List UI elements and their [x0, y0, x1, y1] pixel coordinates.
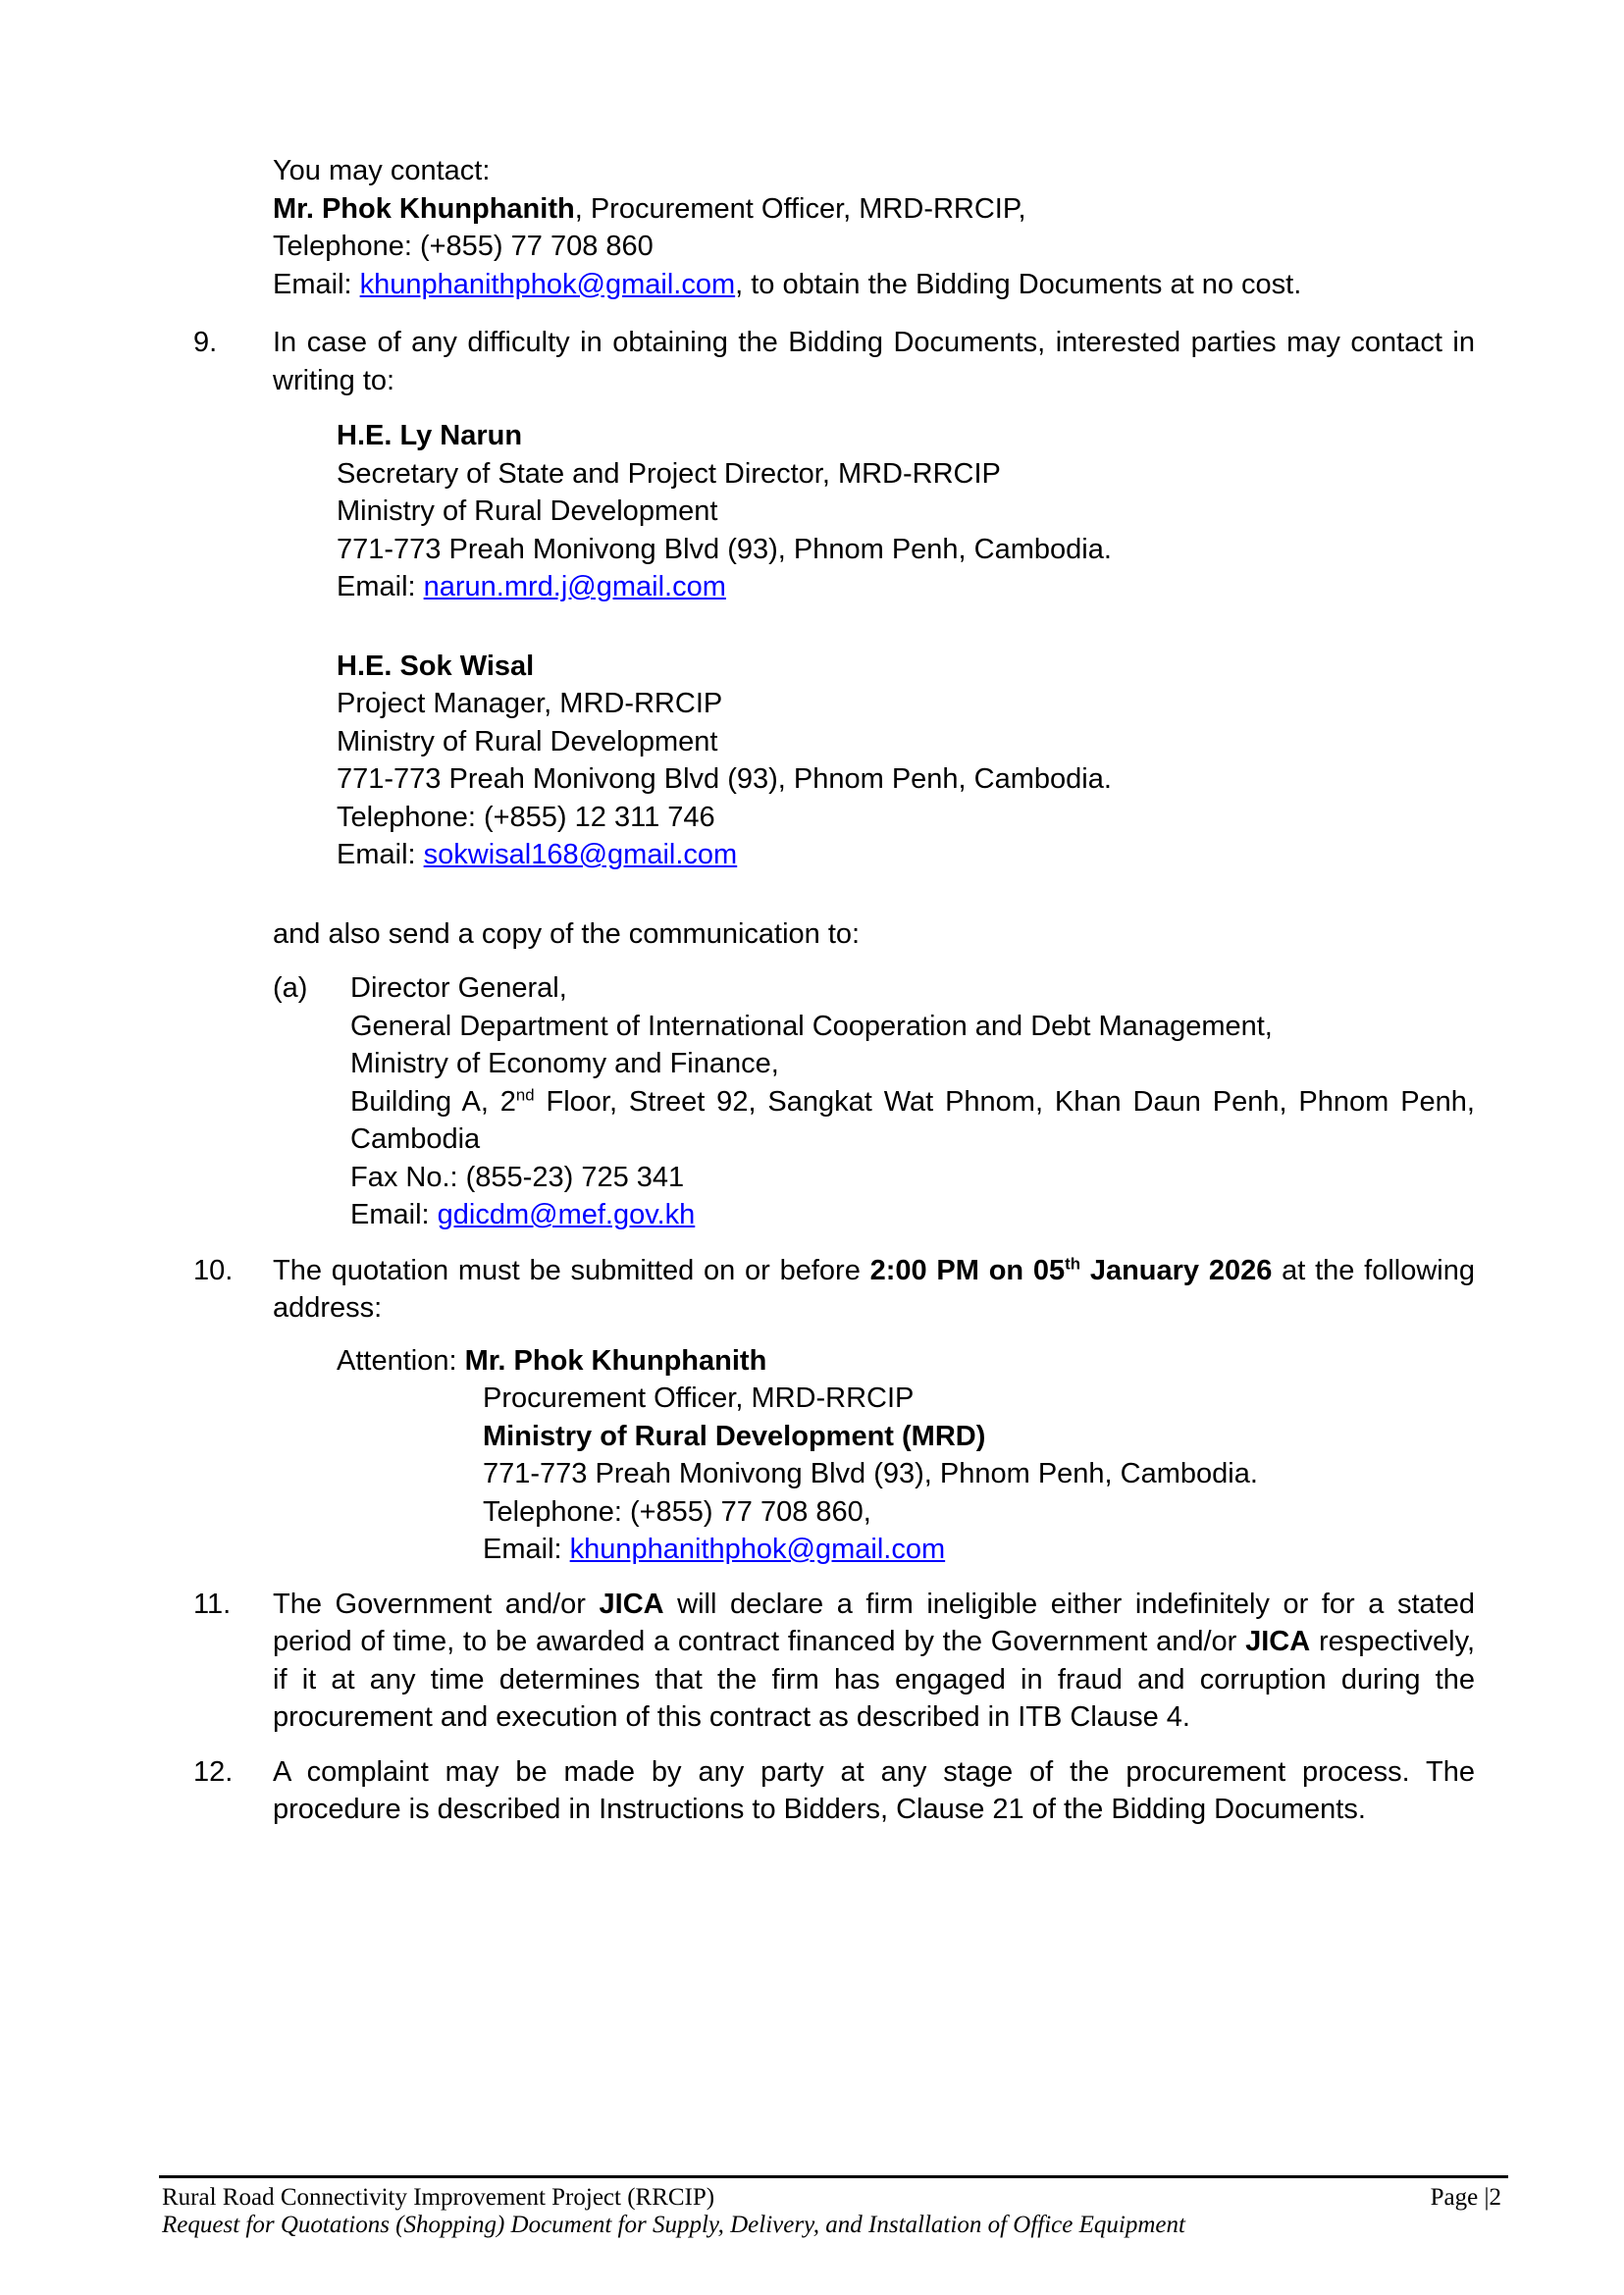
text-line	[350, 1008, 1475, 1046]
text-line	[337, 799, 1475, 837]
paragraph	[273, 1586, 1475, 1737]
attention-address-block	[273, 1342, 1475, 1569]
bold-text: th	[1065, 1253, 1081, 1273]
text: General Department of International Cooperation and Debt Management,	[350, 1010, 1273, 1042]
bold-text: January 2026	[1080, 1254, 1273, 1286]
bold-text: JICA	[599, 1588, 664, 1620]
text-line	[337, 493, 1475, 531]
text: Attention:	[337, 1344, 465, 1377]
list-item-11	[193, 1586, 1475, 1737]
bold-text: Mr. Phok Khunphanith	[273, 192, 575, 225]
text: Project Manager, MRD-RRCIP	[337, 688, 723, 719]
text-line	[350, 1083, 1475, 1159]
text-line	[337, 760, 1475, 799]
text-line	[483, 1531, 1475, 1569]
text-line	[350, 969, 1475, 1008]
text: In case of any difficulty in obtaining the Bidding Documents, interested parties may contact in writing to:	[273, 327, 1475, 396]
text-line	[483, 1380, 1475, 1418]
text-line	[350, 1196, 1475, 1234]
text: Telephone: (+855) 77 708 860,	[483, 1495, 871, 1528]
text: A complaint may be made by any party at any stage of the procurement process. The procedure is described in Instructions to Bidders, Clause 21 of the Bidding Documents.	[273, 1755, 1475, 1825]
text: Email:	[483, 1534, 570, 1565]
list-item-9	[193, 324, 1475, 399]
sub-item-marker: (a)	[273, 972, 308, 1004]
text: You may contact:	[273, 155, 491, 186]
text: Email:	[337, 571, 424, 602]
text-line	[337, 568, 1475, 606]
sub-item-a	[273, 969, 1475, 1234]
paragraph	[273, 1252, 1475, 1328]
text-line	[483, 1455, 1475, 1493]
footer-project-title: Rural Road Connectivity Improvement Project (RRCIP)	[162, 2184, 715, 2211]
text-line	[350, 1045, 1475, 1083]
text: Director General,	[350, 972, 567, 1004]
text: Procurement Officer, MRD-RRCIP	[483, 1382, 915, 1414]
footer-page-number: Page |2	[1430, 2184, 1501, 2211]
bold-text: Ministry of Rural Development (MRD)	[483, 1420, 986, 1452]
text: 771-773 Preah Monivong Blvd (93), Phnom Penh, Cambodia.	[337, 533, 1112, 565]
text-line	[337, 836, 1475, 874]
email-link-khunphanithphok-2[interactable]: khunphanithphok@gmail.com	[569, 1534, 946, 1565]
item-number: 11.	[193, 1588, 232, 1620]
text: Fax No.: (855-23) 725 341	[350, 1161, 685, 1193]
text: Email:	[337, 839, 424, 870]
text: and also send a copy of the communication to:	[273, 917, 861, 950]
contact-ly-narun	[273, 417, 1475, 606]
text: Building A, 2	[350, 1085, 516, 1118]
text-line	[273, 228, 1475, 266]
paragraph	[273, 1753, 1475, 1829]
text: will declare a firm ineligible either indefinitely or for a stated period of time, to be awarded a contract financed by the Government and/or	[273, 1588, 1475, 1657]
text: Secretary of State and Project Director, MRD-RRCIP	[337, 457, 1001, 490]
text-line	[337, 685, 1475, 723]
bold-text: H.E. Ly Narun	[337, 420, 523, 451]
email-link-khunphanithphok[interactable]: khunphanithphok@gmail.com	[359, 268, 736, 300]
text-line	[337, 1342, 1475, 1381]
text-line	[337, 723, 1475, 761]
text: nd	[515, 1084, 535, 1104]
text-line	[273, 266, 1475, 304]
item-number: 12.	[193, 1755, 234, 1788]
bold-text: JICA	[1245, 1626, 1311, 1657]
email-link-gdicdm[interactable]: gdicdm@mef.gov.kh	[437, 1199, 696, 1230]
contact-sok-wisal	[273, 648, 1475, 874]
item-number: 9.	[193, 327, 218, 358]
text-line	[337, 648, 1475, 686]
text: Email:	[350, 1199, 438, 1230]
text-line	[337, 531, 1475, 569]
text-line	[337, 417, 1475, 455]
text: 771-773 Preah Monivong Blvd (93), Phnom Penh, Cambodia.	[337, 763, 1112, 795]
text-line	[273, 152, 1475, 190]
text: , Procurement Officer, MRD-RRCIP,	[574, 192, 1026, 225]
text: respectively, if it at any time determines that the firm has engaged in fraud and corruption during the procurement and execution of this contract as described in ITB Clause 4.	[273, 1626, 1475, 1733]
footer-rule	[159, 2175, 1508, 2178]
text: The Government and/or	[273, 1588, 600, 1620]
bold-text: 2:00 PM on 05	[869, 1254, 1066, 1286]
text: at the following address:	[273, 1254, 1476, 1324]
bold-text: H.E. Sok Wisal	[337, 650, 535, 682]
list-item-12	[193, 1753, 1475, 1829]
text: Telephone: (+855) 77 708 860	[273, 231, 654, 262]
text: The quotation must be submitted on or before	[273, 1254, 870, 1286]
text-line	[337, 455, 1475, 494]
text: Ministry of Economy and Finance,	[350, 1048, 779, 1079]
text-line	[273, 915, 1475, 954]
text: Email:	[273, 268, 360, 300]
text: Ministry of Rural Development	[337, 725, 718, 757]
email-link-narun[interactable]: narun.mrd.j@gmail.com	[423, 571, 726, 602]
list-item-10	[193, 1252, 1476, 1328]
text: Telephone: (+855) 12 311 746	[337, 801, 715, 833]
page-footer	[162, 2184, 1501, 2239]
email-link-sokwisal[interactable]: sokwisal168@gmail.com	[423, 839, 738, 870]
footer-document-subtitle: Request for Quotations (Shopping) Document for Supply, Delivery, and Installation of Office Equipment	[162, 2212, 1185, 2238]
text: Ministry of Rural Development	[337, 496, 718, 527]
paragraph	[273, 324, 1475, 399]
document-body	[193, 152, 1476, 1829]
text-line	[483, 1418, 1475, 1456]
text: , to obtain the Bidding Documents at no cost.	[735, 268, 1302, 300]
text: 771-773 Preah Monivong Blvd (93), Phnom Penh, Cambodia.	[483, 1458, 1258, 1489]
text-line	[273, 190, 1475, 229]
text-line	[350, 1159, 1475, 1197]
intro-contact-block	[273, 152, 1475, 303]
text-line	[483, 1493, 1475, 1532]
also-send-line	[273, 915, 1475, 954]
text: Floor, Street 92, Sangkat Wat Phnom, Khan Daun Penh, Phnom Penh, Cambodia	[350, 1085, 1475, 1155]
item-number: 10.	[193, 1254, 234, 1286]
bold-text: Mr. Phok Khunphanith	[464, 1344, 767, 1377]
